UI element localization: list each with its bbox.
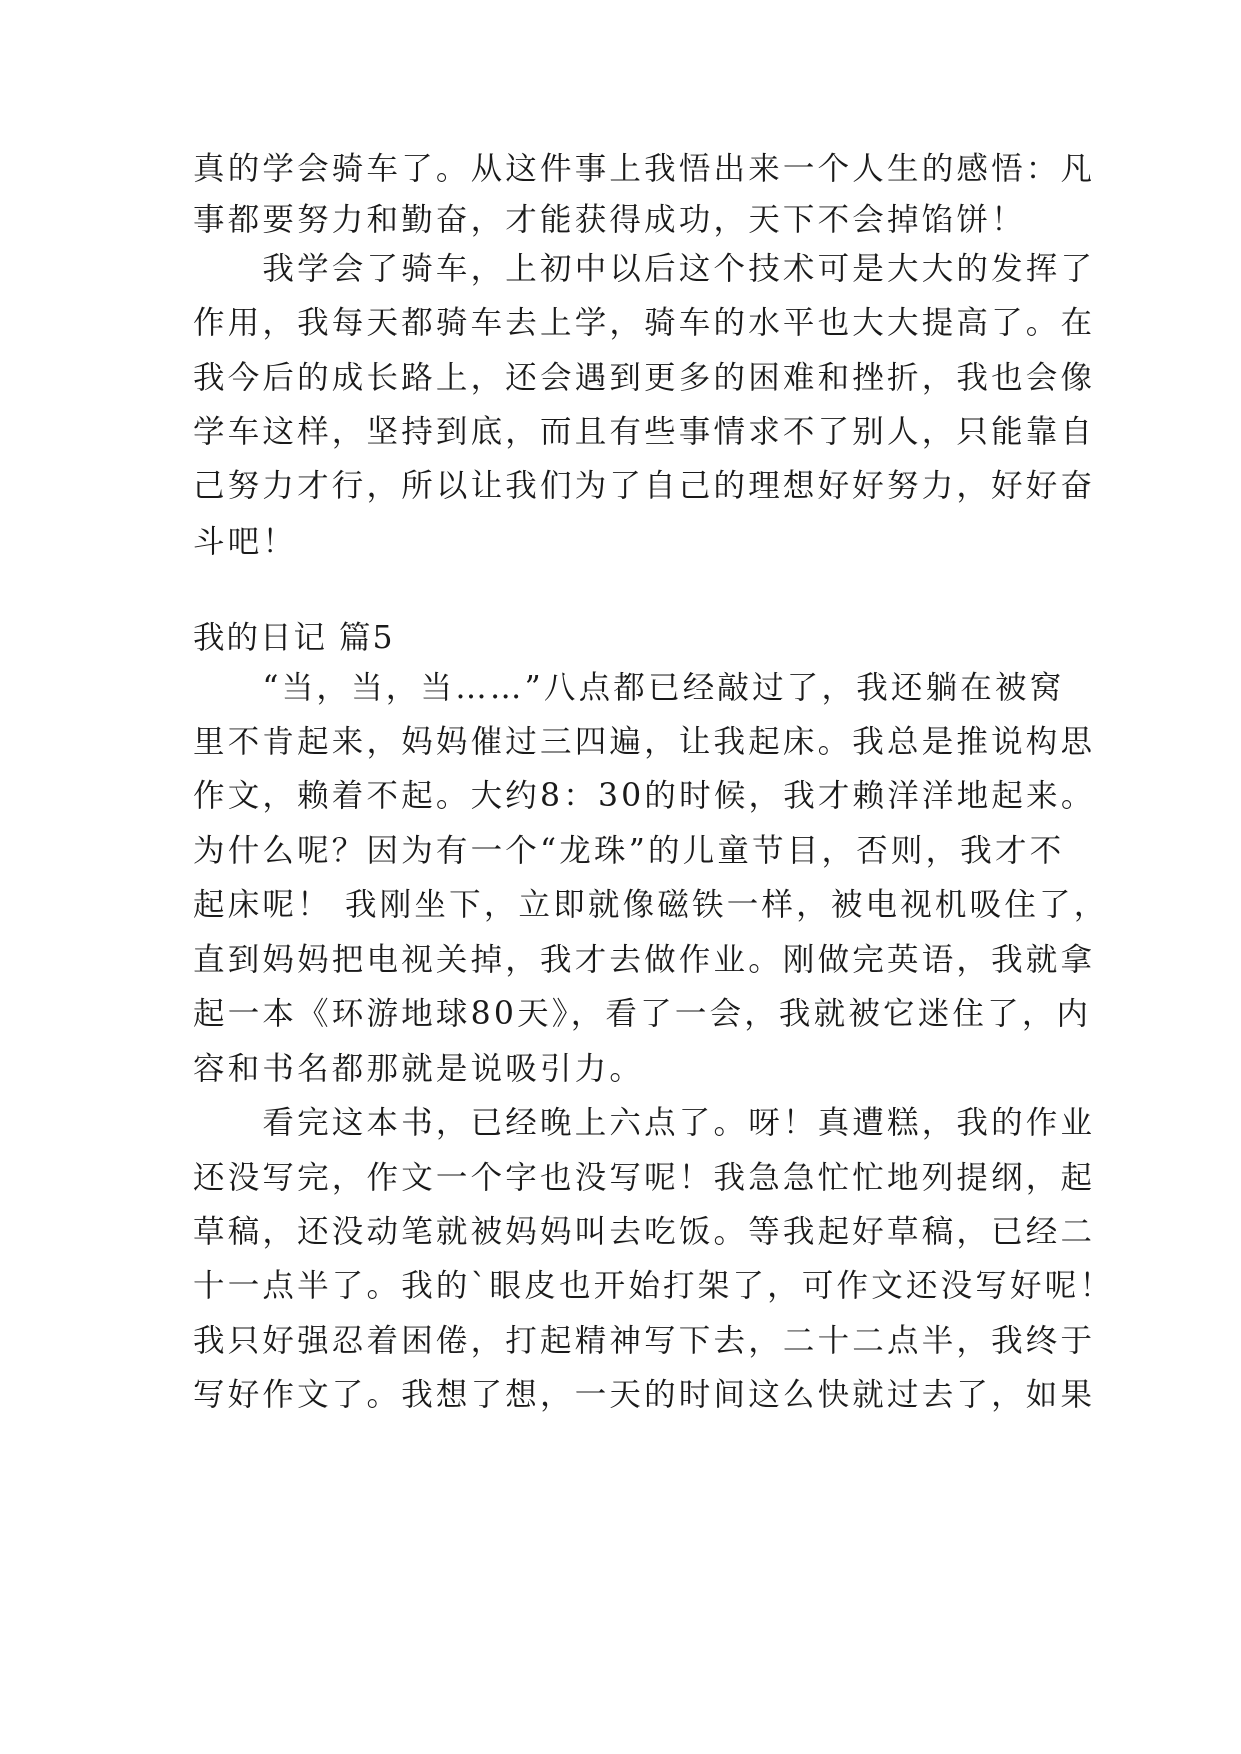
text-line: 容和书名都那就是说吸引力。: [193, 1051, 645, 1087]
text-line: 起床呢！ 我刚坐下，立即就像磁铁一样，被电视机吸住了，: [193, 887, 1109, 923]
text-line: 我今后的成长路上，还会遇到更多的困难和挫折，我也会像: [193, 360, 1096, 396]
text-line: 看完这本书，已经晚上六点了。呀！真遭糕，我的作业: [193, 1105, 1096, 1141]
text-line: 写好作文了。我想了想，一天的时间这么快就过去了，如果: [193, 1377, 1096, 1413]
section-heading: 我的日记 篇5: [193, 620, 395, 656]
text-line: 我只好强忍着困倦，打起精神写下去，二十二点半，我终于: [193, 1323, 1096, 1359]
text-line: 里不肯起来，妈妈催过三四遍，让我起床。我总是推说构思: [193, 724, 1096, 760]
text-line: 我学会了骑车，上初中以后这个技术可是大大的发挥了: [193, 251, 1096, 287]
text-line: 事都要努力和勤奋，才能获得成功，天下不会掉馅饼！: [193, 202, 1026, 238]
text-line: 作用，我每天都骑车去上学，骑车的水平也大大提高了。在: [193, 305, 1096, 341]
text-line: 作文，赖着不起。大约8：30的时候，我才赖洋洋地起来。: [193, 778, 1096, 814]
text-line: 为什么呢？因为有一个“龙珠”的儿童节目，否则，我才不: [193, 833, 1065, 869]
text-line: 还没写完，作文一个字也没写呢！我急急忙忙地列提纲，起: [193, 1160, 1096, 1196]
text-line: 斗吧！: [193, 524, 298, 560]
text-line: 草稿，还没动笔就被妈妈叫去吃饭。等我起好草稿，已经二: [193, 1214, 1096, 1250]
text-line: 真的学会骑车了。从这件事上我悟出来一个人生的感悟：凡: [193, 151, 1096, 187]
text-line: 起一本《环游地球80天》，看了一会，我就被它迷住了，内: [193, 996, 1092, 1032]
text-line: 十一点半了。我的`眼皮也开始打架了，可作文还没写好呢！: [193, 1268, 1115, 1304]
text-line: 己努力才行，所以让我们为了自己的理想好好努力，好好奋: [193, 468, 1096, 504]
text-line: 直到妈妈把电视关掉，我才去做作业。刚做完英语，我就拿: [193, 942, 1096, 978]
text-line: “当，当，当……”八点都已经敲过了，我还躺在被窝: [193, 670, 1065, 706]
text-line: 学车这样，坚持到底，而且有些事情求不了别人，只能靠自: [193, 414, 1096, 450]
